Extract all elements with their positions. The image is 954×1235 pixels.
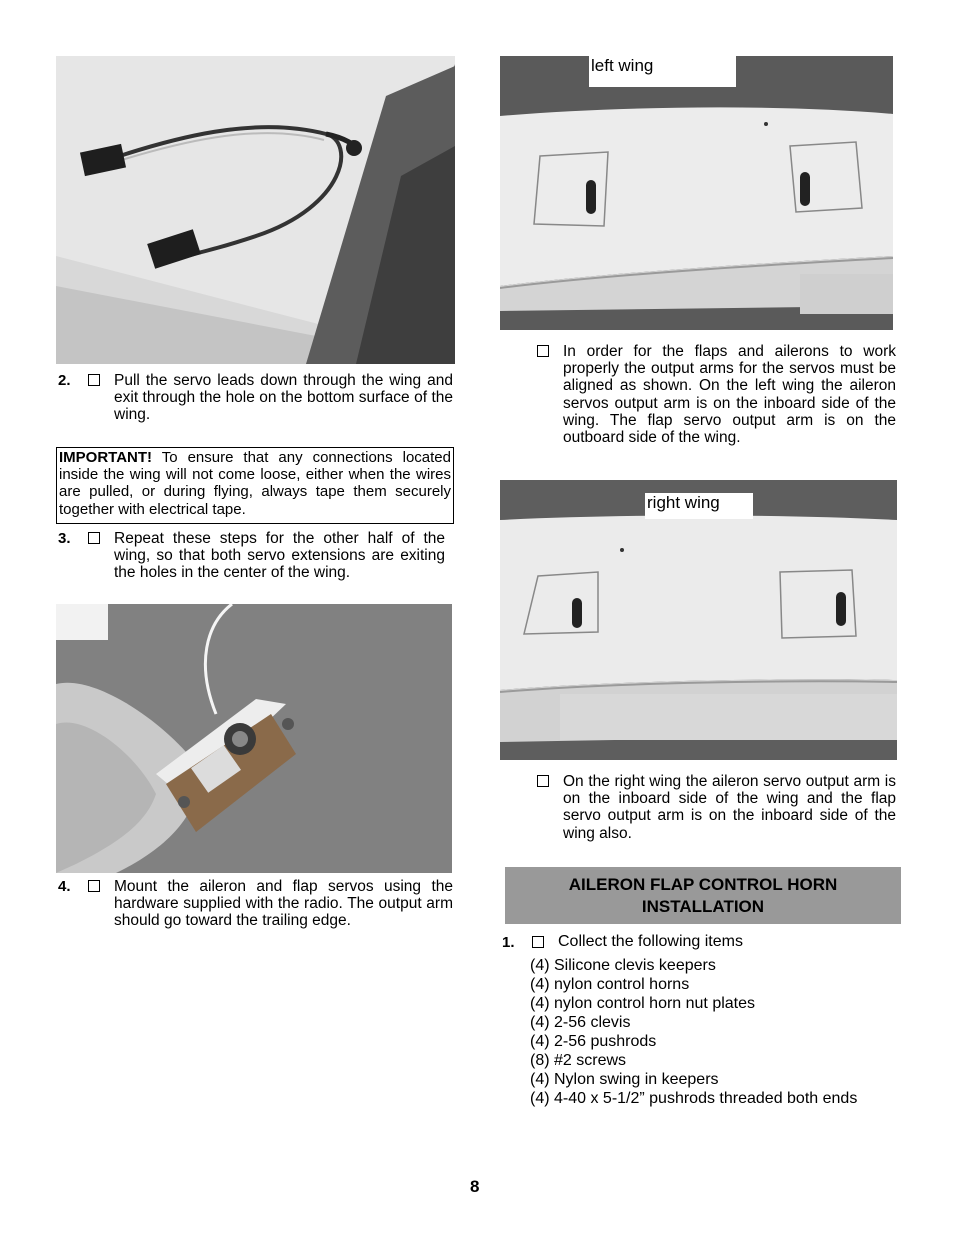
note-left-checkbox[interactable] [537, 345, 549, 357]
step-1-number: 1. [502, 934, 515, 951]
section-header-aileron-flap [505, 867, 901, 924]
parts-list-item: (4) Nylon swing in keepers [530, 1071, 719, 1088]
photo-servo-lead [56, 56, 455, 364]
step-3-checkbox[interactable] [88, 532, 100, 544]
note-right-checkbox[interactable] [537, 775, 549, 787]
note-right-text: On the right wing the aileron servo output arm is on the inboard side of the wing and the flap servo output arm is on the inboard side of the wing also. [563, 773, 896, 842]
photo-left-wing [500, 56, 893, 330]
step-4-checkbox[interactable] [88, 880, 100, 892]
parts-list-item: (4) nylon control horns [530, 976, 690, 993]
parts-list-item: (8) #2 screws [530, 1052, 627, 1069]
parts-list-item: (4) 2-56 pushrods [530, 1033, 657, 1050]
step-4-text: Mount the aileron and flap servos using the hardware supplied with the radio. The output arm should go toward the trailing edge. [114, 878, 453, 930]
step-3-text: Repeat these steps for the other half of the wing, so that both servo extensions are exiting the holes in the center of the wing. [114, 530, 445, 582]
note-left-text: In order for the flaps and ailerons to work properly the output arms for the servos must be aligned as shown. On the left wing the aileron servos output arm is on the inboard side of the wing. The flap servo output arm is on the outboard side of the wing. [563, 343, 896, 447]
parts-list-item: (4) 4-40 x 5-1/2” pushrods threaded both ends [530, 1090, 858, 1107]
step-3-number: 3. [58, 530, 71, 547]
step-1-text: Collect the following items [558, 933, 743, 950]
photo-servo-mount [56, 604, 452, 873]
step-1-checkbox[interactable] [532, 936, 544, 948]
parts-list-item: (4) 2-56 clevis [530, 1014, 631, 1031]
parts-list-item: (4) nylon control horn nut plates [530, 995, 756, 1012]
section-header-line1: AILERON FLAP CONTROL HORN [568, 874, 838, 894]
left-wing-label: left wing [589, 56, 736, 87]
step-2-text: Pull the servo leads down through the wing and exit through the hole on the bottom surface of the wing. [114, 372, 453, 424]
parts-list-item: (4) Silicone clevis keepers [530, 957, 716, 974]
photo-right-wing [500, 480, 897, 760]
step-2-number: 2. [58, 372, 71, 389]
step-2-checkbox[interactable] [88, 374, 100, 386]
step-4-number: 4. [58, 878, 71, 895]
right-wing-label: right wing [645, 493, 753, 519]
important-label: IMPORTANT! [59, 449, 153, 466]
section-header-line2: INSTALLATION [641, 896, 765, 916]
important-note-box [56, 447, 454, 524]
parts-list [530, 956, 857, 1108]
important-text: To ensure that any connections located inside the wing will not come loose, either when the wires are pulled, or during flying, always tape them securely together with electrical tape. [59, 449, 451, 518]
page-number: 8 [470, 1177, 480, 1196]
